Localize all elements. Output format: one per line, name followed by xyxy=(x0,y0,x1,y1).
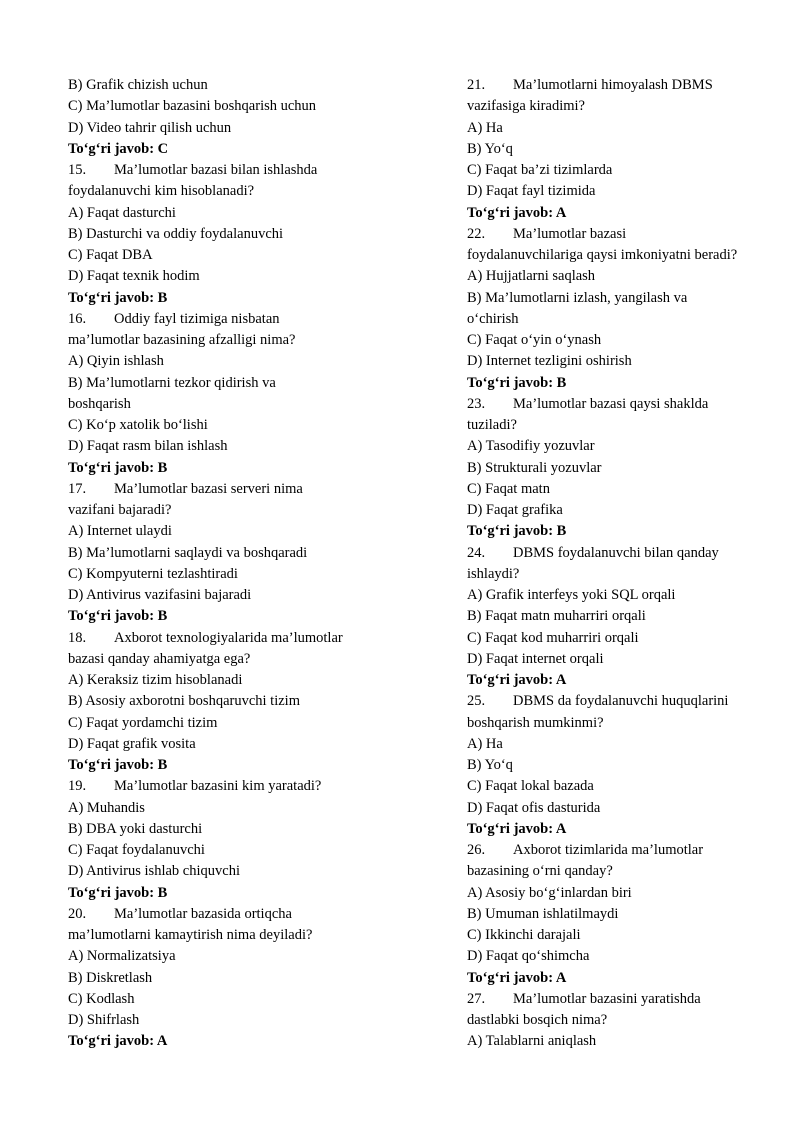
question-text: dastlabki bosqich nima? xyxy=(467,1012,608,1028)
option-text: C) Faqat foydalanuvchi xyxy=(68,842,205,858)
option-text: D) Faqat grafik vosita xyxy=(68,735,196,752)
option-text: o‘chirish xyxy=(467,310,519,327)
option-text: A) Ha xyxy=(467,119,503,136)
option-text: C) Faqat yordamchi tizim xyxy=(68,714,218,731)
correct-answer: To‘g‘ri javob: B xyxy=(68,757,168,773)
question-text: bazasi qanday ahamiyatga ega? xyxy=(68,650,251,667)
question-number: 27. xyxy=(467,990,486,1007)
question-text: tuziladi? xyxy=(467,417,517,433)
question-number: 17. xyxy=(68,480,87,497)
question-text: boshqarish mumkinmi? xyxy=(467,714,604,731)
question-line xyxy=(467,989,777,1010)
question-line xyxy=(68,628,408,649)
correct-answer: To‘g‘ri javob: B xyxy=(68,884,168,901)
correct-answer: To‘g‘ri javob: A xyxy=(467,672,567,688)
option-text: D) Faqat internet orqali xyxy=(467,650,604,667)
option-text: D) Faqat fayl tizimida xyxy=(467,183,596,200)
option-text: A) Talablarni aniqlash xyxy=(467,1033,597,1050)
question-number: 24. xyxy=(467,544,486,561)
question-text: Axborot texnologiyalarida ma’lumotlar xyxy=(114,629,343,646)
option-text: D) Internet tezligini oshirish xyxy=(467,353,632,370)
option-text: B) Umuman ishlatilmaydi xyxy=(467,905,619,922)
question-text: Ma’lumotlar bazasi qaysi shaklda xyxy=(513,395,709,412)
question-number: 20. xyxy=(68,905,87,922)
question-text: Ma’lumotlar bazasida ortiqcha xyxy=(114,905,292,922)
option-text: B) Yo‘q xyxy=(467,140,513,157)
question-number: 19. xyxy=(68,778,87,795)
correct-answer: To‘g‘ri javob: B xyxy=(467,523,567,540)
option-text: A) Keraksiz tizim hisoblanadi xyxy=(68,672,243,688)
option-text: D) Shifrlash xyxy=(68,1012,140,1028)
question-text: vazifani bajaradi? xyxy=(68,502,172,518)
option-text: B) Diskretlash xyxy=(68,969,153,986)
question-text: foydalanuvchilariga qaysi imkoniyatni beradi? xyxy=(467,247,738,263)
option-text: C) Faqat DBA xyxy=(68,247,153,263)
option-text: B) Ma’lumotlarni izlash, yangilash va xyxy=(467,289,688,306)
question-text: Ma’lumotlar bazasi xyxy=(513,225,627,242)
correct-answer: To‘g‘ri javob: B xyxy=(68,608,168,625)
question-text: Ma’lumotlarni himoyalash DBMS xyxy=(513,77,713,93)
option-text: A) Asosiy bo‘g‘inlardan biri xyxy=(467,884,632,901)
question-text: Ma’lumotlar bazasi serveri nima xyxy=(114,480,303,497)
correct-answer: To‘g‘ri javob: A xyxy=(68,1033,168,1050)
option-text: D) Faqat rasm bilan ishlash xyxy=(68,438,228,455)
option-text: B) Ma’lumotlarni saqlaydi va boshqaradi xyxy=(68,544,308,561)
correct-answer: To‘g‘ri javob: B xyxy=(467,374,567,391)
option-text: D) Faqat texnik hodim xyxy=(68,268,200,285)
option-text: A) Internet ulaydi xyxy=(68,523,172,540)
question-line xyxy=(467,224,777,245)
question-number: 23. xyxy=(467,395,486,412)
option-text: D) Faqat grafika xyxy=(467,502,563,518)
question-text: DBMS da foydalanuvchi huquqlarini xyxy=(513,693,729,710)
question-line xyxy=(68,160,408,181)
left-column xyxy=(68,75,408,1053)
option-text: A) Tasodifiy yozuvlar xyxy=(467,438,595,455)
question-number: 18. xyxy=(68,629,87,646)
correct-answer: To‘g‘ri javob: B xyxy=(68,289,168,306)
question-line xyxy=(68,479,408,500)
question-line xyxy=(68,776,408,797)
option-text: B) Strukturali yozuvlar xyxy=(467,459,602,476)
right-column xyxy=(467,75,777,1053)
option-text: B) Asosiy axborotni boshqaruvchi tizim xyxy=(68,693,300,710)
option-text: A) Ha xyxy=(467,735,503,752)
option-text: C) Ma’lumotlar bazasini boshqarish uchun xyxy=(68,98,317,115)
question-line xyxy=(467,543,777,564)
option-text: D) Faqat ofis dasturida xyxy=(467,799,601,816)
question-text: Ma’lumotlar bazasini kim yaratadi? xyxy=(114,778,322,795)
question-text: ishlaydi? xyxy=(467,565,520,582)
option-text: B) Grafik chizish uchun xyxy=(68,77,208,93)
option-text: C) Kompyuterni tezlashtiradi xyxy=(68,565,238,582)
correct-answer: To‘g‘ri javob: B xyxy=(68,459,168,476)
option-text: B) DBA yoki dasturchi xyxy=(68,820,203,837)
option-text: B) Ma’lumotlarni tezkor qidirish va xyxy=(68,374,276,391)
question-text: ma’lumotlar bazasining afzalligi nima? xyxy=(68,332,296,348)
question-text: foydalanuvchi kim hisoblanadi? xyxy=(68,183,255,200)
question-line xyxy=(68,309,408,330)
question-text: Ma’lumotlar bazasini yaratishda xyxy=(513,990,701,1007)
question-text: Ma’lumotlar bazasi bilan ishlashda xyxy=(114,162,318,178)
option-text: C) Faqat o‘yin o‘ynash xyxy=(467,332,602,348)
option-text: A) Muhandis xyxy=(68,799,145,816)
option-text: B) Faqat matn muharriri orqali xyxy=(467,608,646,625)
question-line xyxy=(467,691,777,712)
question-line xyxy=(467,75,777,96)
option-text: C) Faqat ba’zi tizimlarda xyxy=(467,162,613,178)
option-text: C) Kodlash xyxy=(68,990,135,1007)
question-line xyxy=(467,840,777,861)
option-text: A) Grafik interfeys yoki SQL orqali xyxy=(467,587,676,603)
question-text: DBMS foydalanuvchi bilan qanday xyxy=(513,544,719,561)
option-text: D) Antivirus ishlab chiquvchi xyxy=(68,863,240,880)
question-number: 25. xyxy=(467,693,486,710)
option-text: D) Antivirus vazifasini bajaradi xyxy=(68,587,252,603)
correct-answer: To‘g‘ri javob: C xyxy=(68,140,169,157)
option-text: boshqarish xyxy=(68,395,131,412)
option-text: C) Faqat lokal bazada xyxy=(467,778,594,795)
option-text: D) Faqat qo‘shimcha xyxy=(467,948,590,965)
question-line xyxy=(467,394,777,415)
option-text: A) Qiyin ishlash xyxy=(68,353,164,370)
question-line xyxy=(68,904,408,925)
question-number: 26. xyxy=(467,842,486,858)
correct-answer: To‘g‘ri javob: A xyxy=(467,820,567,837)
option-text: C) Ko‘p xatolik bo‘lishi xyxy=(68,417,208,433)
question-text: Oddiy fayl tizimiga nisbatan xyxy=(114,310,280,327)
option-text: C) Faqat kod muharriri orqali xyxy=(467,629,639,646)
option-text: A) Faqat dasturchi xyxy=(68,204,176,221)
question-number: 16. xyxy=(68,310,87,327)
option-text: A) Hujjatlarni saqlash xyxy=(467,268,596,285)
question-number: 22. xyxy=(467,225,486,242)
question-text: vazifasiga kiradimi? xyxy=(467,98,585,115)
option-text: B) Dasturchi va oddiy foydalanuvchi xyxy=(68,225,284,242)
correct-answer: To‘g‘ri javob: A xyxy=(467,969,567,986)
question-text: Axborot tizimlarida ma’lumotlar xyxy=(513,842,704,858)
option-text: C) Faqat matn xyxy=(467,480,550,497)
option-text: C) Ikkinchi darajali xyxy=(467,927,581,943)
option-text: D) Video tahrir qilish uchun xyxy=(68,119,232,136)
correct-answer: To‘g‘ri javob: A xyxy=(467,204,567,221)
question-text: bazasining o‘rni qanday? xyxy=(467,863,613,880)
question-text: ma’lumotlarni kamaytirish nima deyiladi? xyxy=(68,927,313,943)
question-number: 15. xyxy=(68,162,87,178)
option-text: B) Yo‘q xyxy=(467,757,513,773)
question-number: 21. xyxy=(467,77,486,93)
option-text: A) Normalizatsiya xyxy=(68,948,176,965)
